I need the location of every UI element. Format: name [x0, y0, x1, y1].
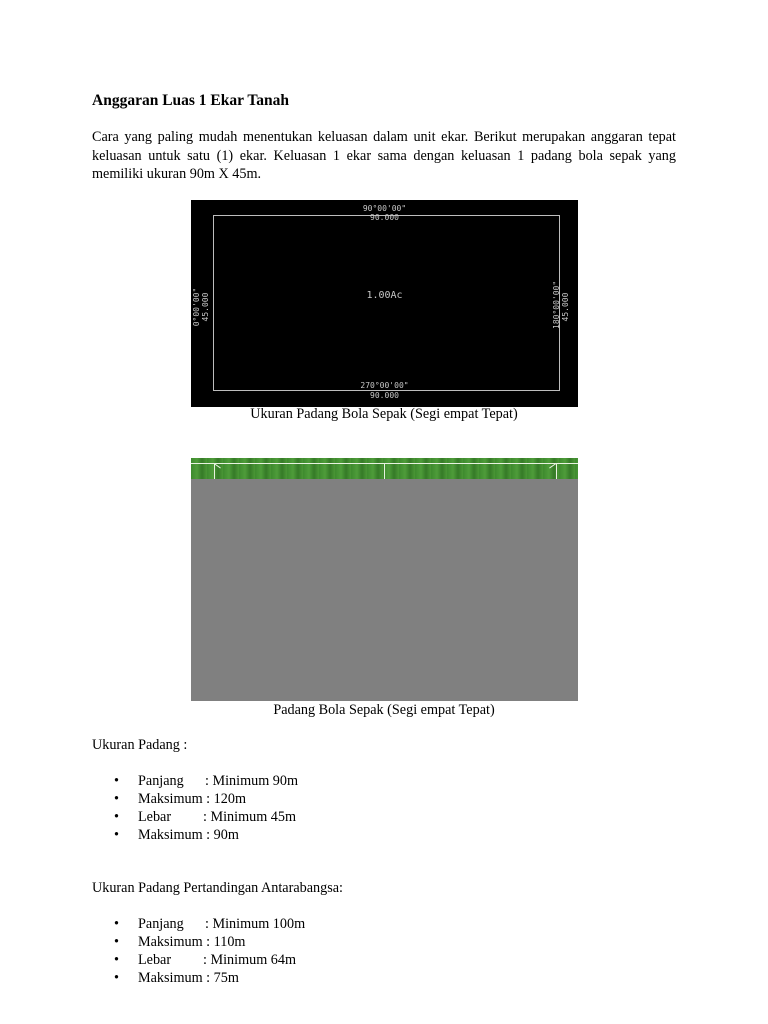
list-item: • Panjang : Minimum 100m: [114, 916, 306, 932]
list-item: • Maksimum : 90m: [114, 827, 239, 843]
field-line: [384, 463, 385, 479]
left-length: 45.000: [201, 292, 210, 322]
right-bearing: 180°00'00": [552, 280, 561, 329]
bottom-length: 90.000: [370, 391, 399, 400]
intro-paragraph: Cara yang paling mudah menentukan keluasan dalam unit ekar. Berikut merupakan anggaran tepat keluasan untuk satu (1) ekar. Keluasan 1 ekar sama dengan keluasan 1 padang bola sepak yang memiliki ukuran 90m X 45m.: [92, 129, 676, 182]
list-item: • Lebar : Minimum 64m: [114, 952, 297, 968]
list-item: • Panjang : Minimum 90m: [114, 773, 299, 789]
figure2-caption: Padang Bola Sepak (Segi empat Tepat): [273, 702, 495, 718]
football-field-photo: [191, 458, 578, 701]
bullet-icon: •: [114, 791, 119, 807]
plot-boundary: [213, 215, 560, 391]
section1-list: [92, 772, 298, 844]
list-item: • Lebar : Minimum 45m: [114, 809, 297, 825]
list-item: • Maksimum : 75m: [114, 970, 239, 986]
bullet-icon: •: [114, 809, 119, 825]
area-label: 1.00Ac: [366, 290, 403, 301]
bullet-icon: •: [114, 827, 119, 843]
field-line: [556, 463, 557, 479]
bullet-icon: •: [114, 916, 119, 932]
bullet-icon: •: [114, 952, 119, 968]
list-item: • Maksimum : 120m: [114, 791, 246, 807]
bullet-icon: •: [114, 970, 119, 986]
section1-label: Ukuran Padang :: [92, 737, 188, 753]
right-length: 45.000: [561, 292, 570, 322]
top-length: 90.000: [370, 213, 399, 222]
top-bearing: 90°00'00": [362, 204, 407, 213]
section2-label: Ukuran Padang Pertandingan Antarabangsa:: [92, 880, 343, 896]
section2-list: [92, 915, 305, 987]
bottom-bearing: 270°00'00": [360, 381, 409, 390]
bullet-icon: •: [114, 773, 119, 789]
bullet-icon: •: [114, 934, 119, 950]
field-survey-plan-figure: [191, 200, 578, 407]
left-bearing: 0°00'00": [192, 287, 201, 327]
list-item: • Maksimum : 110m: [114, 934, 246, 950]
figure1-caption: Ukuran Padang Bola Sepak (Segi empat Tepat): [250, 406, 518, 422]
document-heading: Anggaran Luas 1 Ekar Tanah: [92, 92, 289, 109]
